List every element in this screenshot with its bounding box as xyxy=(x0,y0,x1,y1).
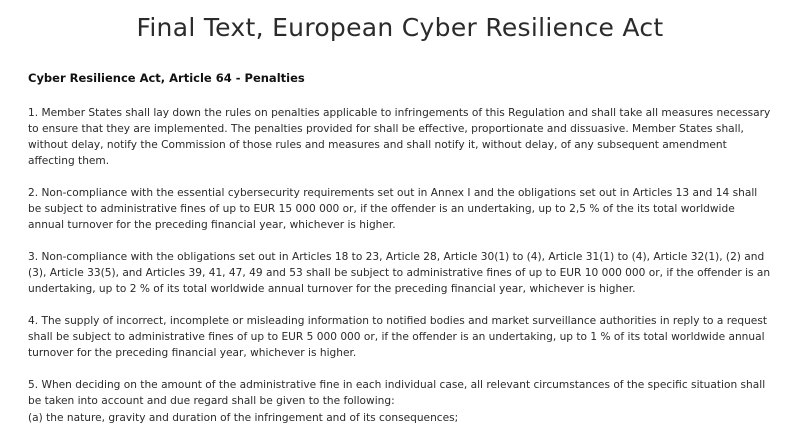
paragraph-5: 5. When deciding on the amount of the administrative fine in each individual case, all relevant circumstances of the specific situation shall be taken into account and due regard shall be given to the following: xyxy=(28,379,766,407)
page-title: Final Text, European Cyber Resilience Act xyxy=(136,13,664,42)
paragraph-2: 2. Non-compliance with the essential cybersecurity requirements set out in Annex I and the obligations set out in Articles 13 and 14 shall be subject to administrative fines of up to EUR 15 000 000 or, if the offender is an undertaking, up to 2,5 % of the its total worldwide annual turnover for the preceding financial year, whichever is higher. xyxy=(28,187,758,231)
paragraph-5a: (a) the nature, gravity and duration of the infringement and of its consequences; xyxy=(28,412,459,424)
paragraph-4: 4. The supply of incorrect, incomplete or misleading information to notified bodies and market surveillance authorities in reply to a request shall be subject to administrative fines of up to EUR 5 000 000 or, if the offender is an undertaking, up to 1 % of its total worldwide annual turnover for the preceding financial year, whichever is higher. xyxy=(28,315,767,359)
paragraph-3: 3. Non-compliance with the obligations set out in Articles 18 to 23, Article 28, Article 30(1) to (4), Article 31(1) to (4), Article 32(1), (2) and (3), Article 33(5), and Articles 39, 41, 47, 49 and 53 shall be subject to administrative fines of up to EUR 10 000 000 or, if the offender is an undertaking, up to 2 % of its total worldwide annual turnover for the preceding financial year, whichever is higher. xyxy=(28,251,771,295)
document-body xyxy=(0,70,800,426)
paragraph-1: 1. Member States shall lay down the rules on penalties applicable to infringements of this Regulation and shall take all measures necessary to ensure that they are implemented. The penalties provided for shall be effective, proportionate and dissuasive. Member States shall, without delay, notify the Commission of those rules and measures and shall notify it, without delay, of any subsequent amendment affecting them. xyxy=(28,107,771,167)
article-heading: Cyber Resilience Act, Article 64 - Penalties xyxy=(28,71,305,85)
